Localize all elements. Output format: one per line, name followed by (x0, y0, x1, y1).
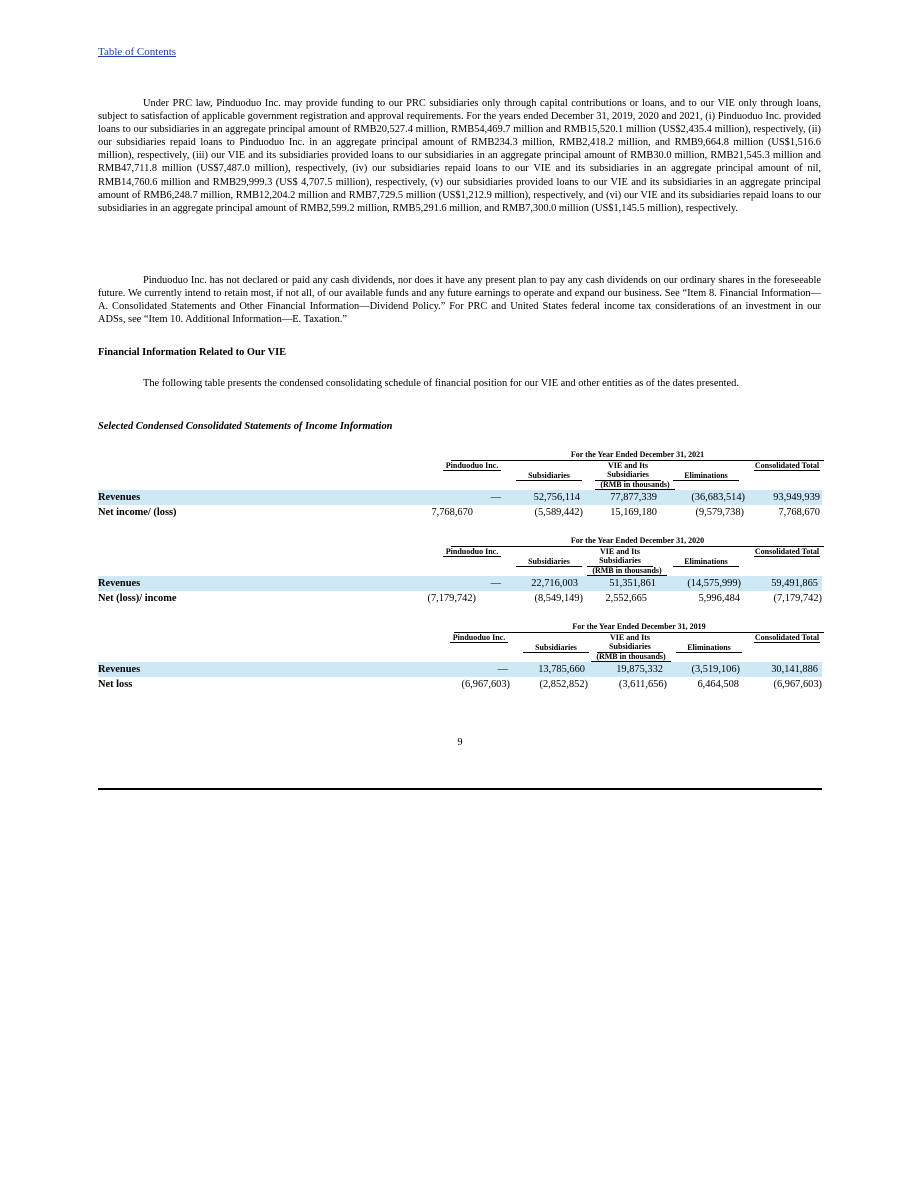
col-pinduoduo: Pinduoduo Inc. (443, 547, 501, 557)
cell-value: 30,141,886 (771, 664, 818, 675)
cell-value: (6,967,603) (461, 679, 510, 690)
table-row (98, 490, 822, 505)
table-row (98, 576, 822, 591)
row-label: Net income/ (loss) (98, 507, 177, 518)
units-label: (RMB in thousands) (591, 652, 671, 662)
col-vie: VIE and Its Subsidiaries (595, 461, 661, 481)
col-subsidiaries: Subsidiaries (523, 643, 589, 653)
paragraph-table-intro: The following table presents the condensed consolidating schedule of financial position for our VIE and other entities as of the dates presented. (143, 378, 739, 389)
col-consolidated: Consolidated Total (754, 461, 820, 470)
table-row (98, 677, 822, 692)
paragraph-dividends: Pinduoduo Inc. has not declared or paid any cash dividends, nor does it have any present plan to pay any cash dividends on our ordinary shares in the foreseeable future. We currently intend to retain most, if not all, of our available funds and any future earnings to operate and expand our business. See “Item 8. Financial Information—A. Consolidated Statements and Other Financial Information—Dividend Policy.” For PRC and United States federal income tax considerations of an investment in our ADSs, see “Item 10. Additional Information—E. Taxation.” (98, 275, 821, 326)
cell-value: — (490, 578, 501, 589)
cell-value: 2,552,665 (605, 593, 647, 604)
table-subheading: Selected Condensed Consolidated Statements of Income Information (98, 421, 393, 432)
col-eliminations: Eliminations (673, 471, 739, 481)
row-label: Net loss (98, 679, 133, 690)
cell-value: (6,967,603) (773, 679, 822, 690)
cell-value: 15,169,180 (610, 507, 657, 518)
cell-value: (9,579,738) (695, 507, 744, 518)
cell-value: 19,875,332 (616, 664, 663, 675)
period-header: For the Year Ended December 31, 2021 (451, 450, 824, 461)
cell-value: (5,589,442) (534, 507, 583, 518)
row-label: Revenues (98, 578, 141, 589)
cell-value: (3,519,106) (691, 664, 740, 675)
table-of-contents-link[interactable]: Table of Contents (98, 46, 177, 58)
cell-value: 5,996,484 (698, 593, 740, 604)
cell-value: 6,464,508 (697, 679, 739, 690)
cell-value: (2,852,852) (539, 679, 588, 690)
page-number: 9 (457, 737, 463, 748)
cell-value: (36,683,514) (691, 492, 745, 503)
col-eliminations: Eliminations (676, 643, 742, 653)
table-row (98, 591, 822, 606)
cell-value: (7,179,742) (427, 593, 476, 604)
paragraph-funding: Under PRC law, Pinduoduo Inc. may provide funding to our PRC subsidiaries only through capital contributions or loans, and to our VIE only through loans, subject to satisfaction of applicable government registration and approval requirements. For the years ended December 31, 2019, 2020 and 2021, (i) Pinduoduo Inc. provided loans to our subsidiaries in an aggregate principal amount of RMB20,527.4 million, RMB54,469.7 million and RMB15,520.1 million (US$2,435.4 million), respectively, (ii) our subsidiaries repaid loans to Pinduoduo Inc. in an aggregate principal amount of RMB234.3 million, RMB2,418.2 million, and RMB9,664.8 million (US$1,516.6 million), respectively, (iii) our VIE and its subsidiaries provided loans to our subsidiaries in an aggregate principal amount of RMB30.0 million, RMB21,545.3 million and RMB47,711.8 million (US$7,487.0 million), respectively, (iv) our subsidiaries repaid loans to our VIE and its subsidiaries in an aggregate principal amount of nil, RMB14,760.6 million and RMB29,999.3 (US$ 4,707.5 million), respectively, (v) our subsidiaries provided loans to our VIE and its subsidiaries in an aggregate principal amount of RMB6,248.7 million, RMB12,204.2 million and RMB7,729.5 million (US$1,212.9 million), respectively, and (vi) our VIE and its subsidiaries repaid loans to our subsidiaries in an aggregate principal amount of RMB2,599.2 million, RMB5,291.6 million, and RMB7,300.0 million (US$1,145.5 million), respectively. (98, 98, 821, 214)
units-label: (RMB in thousands) (587, 566, 667, 576)
col-pinduoduo: Pinduoduo Inc. (443, 461, 501, 471)
col-subsidiaries: Subsidiaries (516, 557, 582, 567)
table-row (98, 505, 822, 520)
col-pinduoduo: Pinduoduo Inc. (450, 633, 508, 643)
period-header: For the Year Ended December 31, 2019 (454, 622, 824, 633)
income-table-2019 (98, 622, 822, 692)
cell-value: 51,351,861 (609, 578, 656, 589)
cell-value: — (497, 664, 508, 675)
cell-value: (3,611,656) (618, 679, 667, 690)
row-label: Revenues (98, 492, 141, 503)
cell-value: 59,491,865 (771, 578, 818, 589)
cell-value: (14,575,999) (687, 578, 741, 589)
income-table-2021 (98, 450, 822, 520)
cell-value: 22,716,003 (531, 578, 578, 589)
cell-value: — (490, 492, 501, 503)
row-label: Net (loss)/ income (98, 593, 177, 604)
cell-value: (8,549,149) (534, 593, 583, 604)
section-heading: Financial Information Related to Our VIE (98, 347, 287, 358)
table-row (98, 662, 822, 677)
col-subsidiaries: Subsidiaries (516, 471, 582, 481)
cell-value: 52,756,114 (533, 492, 580, 503)
cell-value: 7,768,670 (431, 507, 473, 518)
cell-value: 77,877,339 (610, 492, 657, 503)
page-divider (98, 788, 822, 790)
col-consolidated: Consolidated Total (754, 633, 820, 642)
col-eliminations: Eliminations (673, 557, 739, 567)
cell-value: 7,768,670 (778, 507, 820, 518)
income-table-2020 (98, 536, 822, 606)
row-label: Revenues (98, 664, 141, 675)
cell-value: 93,949,939 (773, 492, 820, 503)
units-label: (RMB in thousands) (595, 480, 675, 490)
col-vie: VIE and Its Subsidiaries (587, 547, 653, 567)
col-vie: VIE and Its Subsidiaries (597, 633, 663, 653)
cell-value: (7,179,742) (773, 593, 822, 604)
cell-value: 13,785,660 (538, 664, 585, 675)
col-consolidated: Consolidated Total (754, 547, 820, 556)
period-header: For the Year Ended December 31, 2020 (451, 536, 824, 547)
